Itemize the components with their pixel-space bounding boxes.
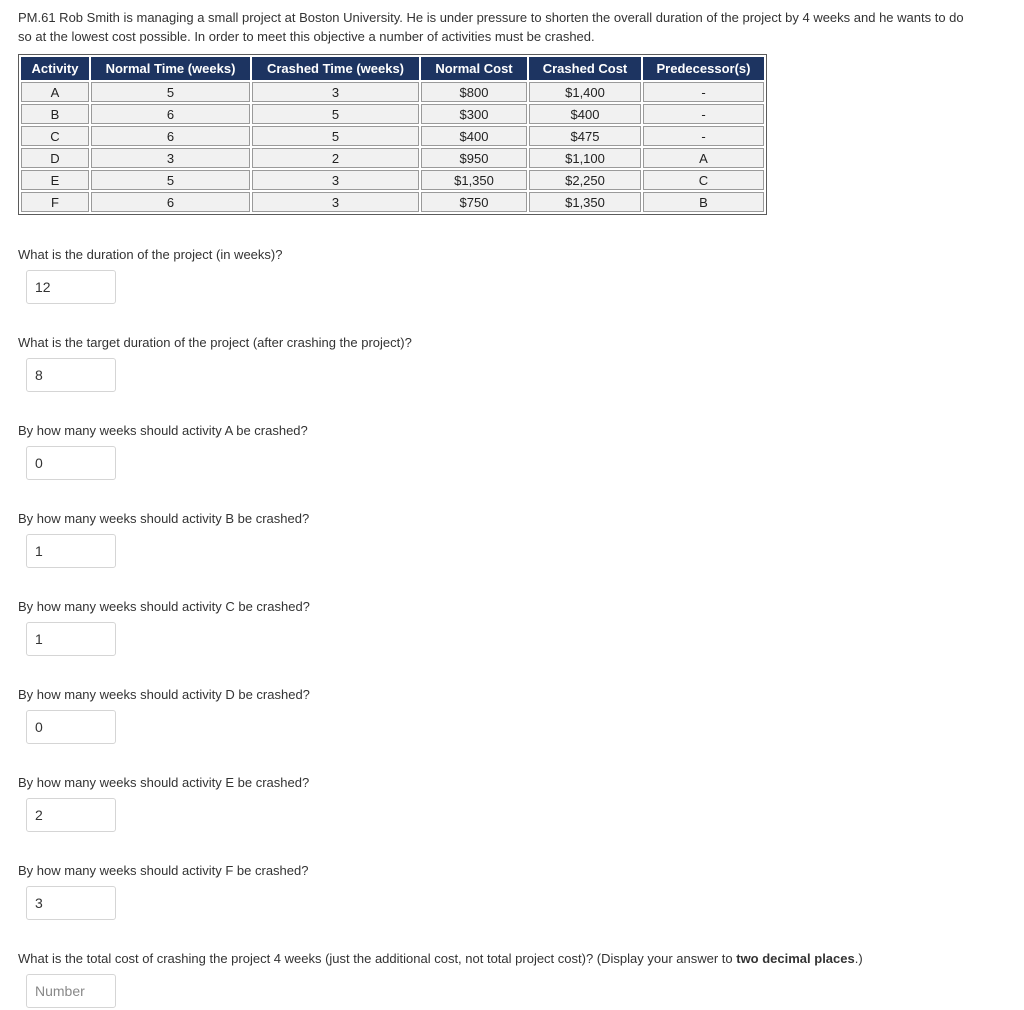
cell-crashed-time: 3	[252, 192, 419, 212]
table-row	[21, 170, 764, 190]
cell-activity: F	[21, 192, 89, 212]
cell-normal-cost: $950	[421, 148, 527, 168]
table-row	[21, 148, 764, 168]
cell-predecessors: B	[643, 192, 764, 212]
question-crash-d	[18, 687, 1006, 744]
cell-normal-time: 5	[91, 170, 250, 190]
question-label: What is the duration of the project (in weeks)?	[18, 247, 283, 262]
question-label: By how many weeks should activity E be crashed?	[18, 775, 310, 790]
question-total-crash-cost	[18, 951, 1006, 1008]
crash-c-input[interactable]	[26, 622, 116, 656]
cell-crashed-time: 5	[252, 126, 419, 146]
cell-crashed-time: 3	[252, 82, 419, 102]
cell-crashed-cost: $475	[529, 126, 641, 146]
question-crash-e	[18, 775, 1006, 832]
cell-crashed-time: 5	[252, 104, 419, 124]
crash-f-input[interactable]	[26, 886, 116, 920]
cell-crashed-cost: $400	[529, 104, 641, 124]
problem-statement: PM.61 Rob Smith is managing a small project at Boston University. He is under pressure to shorten the overall duration of the project by 4 weeks and he wants to do so at the lowest cost possible. In order to meet this objective a number of activities must be crashed.	[18, 10, 964, 44]
cell-activity: D	[21, 148, 89, 168]
cell-predecessors: -	[643, 104, 764, 124]
cell-activity: E	[21, 170, 89, 190]
cell-normal-cost: $1,350	[421, 170, 527, 190]
question-label-bold: two decimal places	[736, 951, 855, 966]
crash-e-input[interactable]	[26, 798, 116, 832]
cell-normal-cost: $400	[421, 126, 527, 146]
header-activity: Activity	[21, 57, 89, 80]
target-duration-input[interactable]	[26, 358, 116, 392]
cell-normal-cost: $750	[421, 192, 527, 212]
cell-crashed-cost: $2,250	[529, 170, 641, 190]
question-label: By how many weeks should activity F be crashed?	[18, 863, 309, 878]
question-crash-c	[18, 599, 1006, 656]
question-label-start: What is the total cost of crashing the project 4 weeks (just the additional cost, not total project cost)? (Display your answer to	[18, 951, 737, 966]
cell-crashed-cost: $1,100	[529, 148, 641, 168]
header-normal-cost: Normal Cost	[421, 57, 527, 80]
cell-predecessors: -	[643, 82, 764, 102]
cell-activity: A	[21, 82, 89, 102]
cell-normal-time: 3	[91, 148, 250, 168]
crash-d-input[interactable]	[26, 710, 116, 744]
header-crashed-time: Crashed Time (weeks)	[252, 57, 419, 80]
cell-normal-time: 6	[91, 126, 250, 146]
question-label	[18, 951, 1006, 966]
crash-a-input[interactable]	[26, 446, 116, 480]
crash-b-input[interactable]	[26, 534, 116, 568]
cell-crashed-time: 3	[252, 170, 419, 190]
cell-predecessors: C	[643, 170, 764, 190]
cell-normal-cost: $300	[421, 104, 527, 124]
cell-normal-cost: $800	[421, 82, 527, 102]
cell-normal-time: 6	[91, 192, 250, 212]
cell-crashed-cost: $1,350	[529, 192, 641, 212]
cell-normal-time: 5	[91, 82, 250, 102]
table-row	[21, 126, 764, 146]
cell-predecessors: -	[643, 126, 764, 146]
question-label: By how many weeks should activity B be crashed?	[18, 511, 310, 526]
cell-normal-time: 6	[91, 104, 250, 124]
table-row	[21, 192, 764, 212]
header-predecessors: Predecessor(s)	[643, 57, 764, 80]
question-label: By how many weeks should activity A be crashed?	[18, 423, 308, 438]
questions	[18, 247, 1006, 1008]
cell-crashed-time: 2	[252, 148, 419, 168]
question-crash-b	[18, 511, 1006, 568]
question-label: What is the target duration of the project (after crashing the project)?	[18, 335, 412, 350]
total-crash-cost-input[interactable]	[26, 974, 116, 1008]
question-crash-f	[18, 863, 1006, 920]
header-crashed-cost: Crashed Cost	[529, 57, 641, 80]
cell-crashed-cost: $1,400	[529, 82, 641, 102]
question-project-duration	[18, 247, 1006, 304]
cell-activity: C	[21, 126, 89, 146]
question-label: By how many weeks should activity C be crashed?	[18, 599, 310, 614]
table-row	[21, 82, 764, 102]
question-label-end: .)	[854, 951, 863, 966]
question-label: By how many weeks should activity D be crashed?	[18, 687, 310, 702]
cell-predecessors: A	[643, 148, 764, 168]
activity-table	[18, 54, 767, 215]
project-duration-input[interactable]	[26, 270, 116, 304]
table-header-row	[21, 57, 764, 80]
table-row	[21, 104, 764, 124]
question-crash-a	[18, 423, 1006, 480]
cell-activity: B	[21, 104, 89, 124]
question-target-duration	[18, 335, 1006, 392]
header-normal-time: Normal Time (weeks)	[91, 57, 250, 80]
